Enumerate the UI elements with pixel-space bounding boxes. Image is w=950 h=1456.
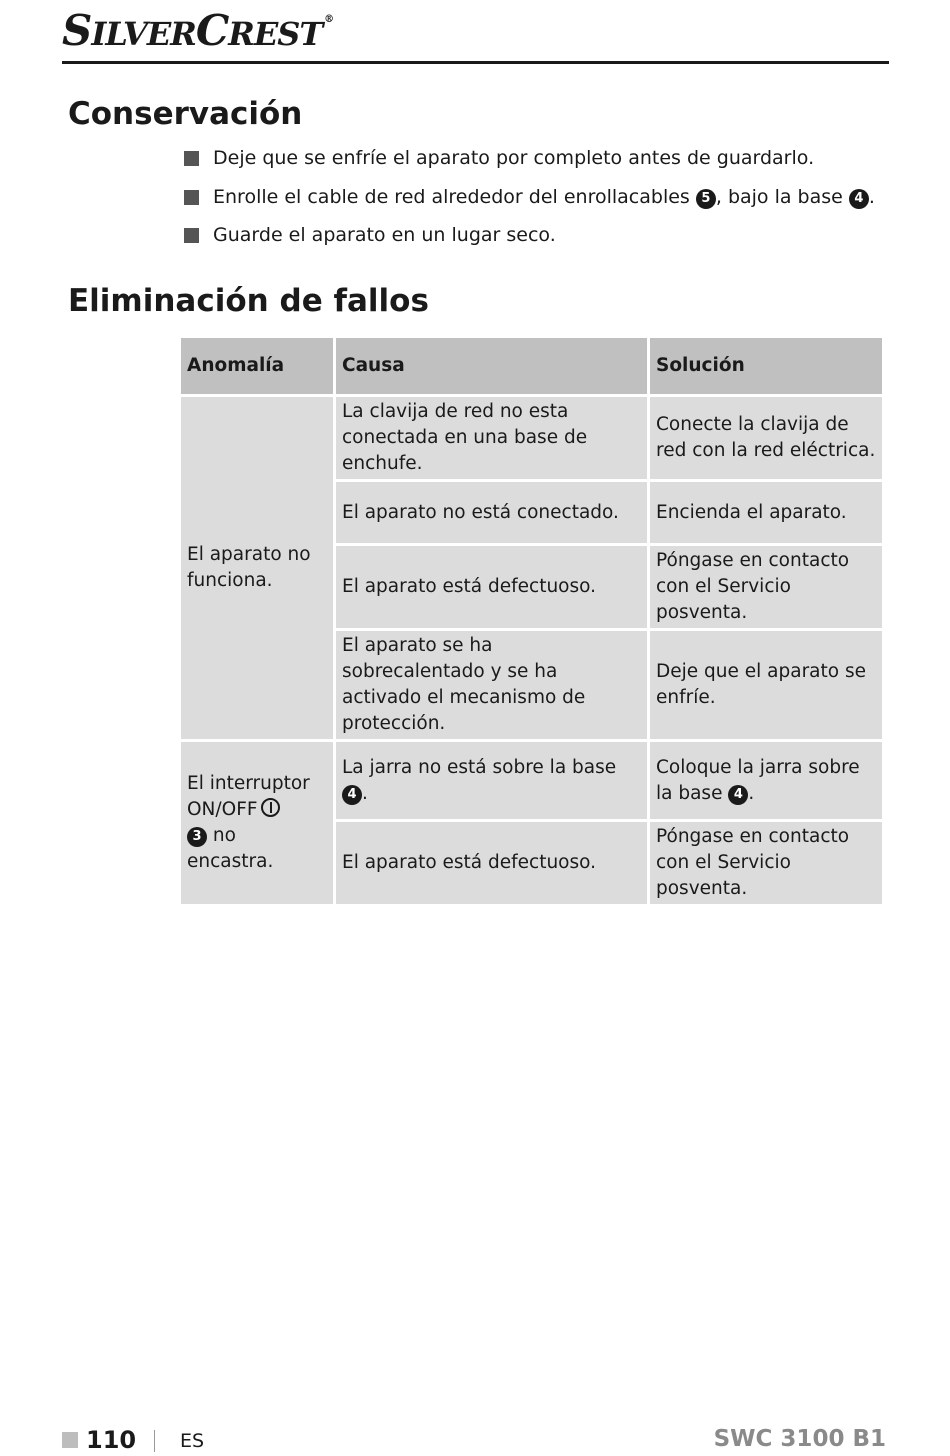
square-bullet-icon — [184, 190, 199, 205]
solution-cell: Póngase en contacto con el Servicio posventa. — [649, 545, 884, 630]
ref-number-badge: 4 — [728, 785, 748, 805]
troubleshooting-heading: Eliminación de fallos — [68, 283, 429, 319]
column-header-cause: Causa — [335, 337, 649, 396]
brand-logo — [62, 6, 333, 55]
column-header-anomaly: Anomalía — [180, 337, 335, 396]
cause-cell: La clavija de red no esta conectada en una base de enchufe. — [335, 396, 649, 481]
power-switch-icon — [261, 798, 280, 817]
cause-cell: El aparato está defectuoso. — [335, 821, 649, 906]
model-number: SWC 3100 B1 — [713, 1426, 886, 1452]
anomaly-cell: El aparato no funciona. — [180, 396, 335, 741]
ref-number-badge: 4 — [342, 785, 362, 805]
solution-cell: Coloque la jarra sobre la base 4 . — [649, 741, 884, 821]
footer-square-icon — [62, 1432, 78, 1448]
cause-cell: La jarra no está sobre la base 4 . — [335, 741, 649, 821]
cause-cell: El aparato se ha sobrecalentado y se ha activado el mecanismo de protección. — [335, 630, 649, 741]
logo-letters-ilver: ILVER — [91, 15, 196, 53]
square-bullet-icon — [184, 228, 199, 243]
ref-number-badge: 4 — [849, 189, 869, 209]
header-rule — [62, 61, 889, 64]
logo-letters-rest: REST — [228, 15, 323, 53]
solution-cell: Póngase en contacto con el Servicio posventa. — [649, 821, 884, 906]
table-header-row — [180, 337, 884, 396]
logo-letter-s: S — [62, 6, 92, 55]
storage-heading: Conservación — [68, 96, 303, 132]
table-row — [180, 741, 884, 821]
column-header-solution: Solución — [649, 337, 884, 396]
troubleshooting-table — [178, 335, 885, 907]
list-item: Guarde el aparato en un lugar seco. — [184, 221, 884, 260]
footer-divider — [154, 1430, 155, 1452]
square-bullet-icon — [184, 151, 199, 166]
solution-cell: Encienda el aparato. — [649, 481, 884, 545]
language-code: ES — [180, 1430, 205, 1452]
list-item: Enrolle el cable de red alrededor del enrollacables 5 , bajo la base 4 . — [184, 183, 884, 222]
page-number: 110 — [86, 1426, 137, 1454]
table-row — [180, 396, 884, 481]
cause-cell: El aparato está defectuoso. — [335, 545, 649, 630]
list-item: Deje que se enfríe el aparato por completo antes de guardarlo. — [184, 144, 884, 183]
registered-mark: ® — [324, 14, 334, 25]
cause-cell: El aparato no está conectado. — [335, 481, 649, 545]
anomaly-cell: El interruptor ON/OFF 3 no encastra. — [180, 741, 335, 906]
ref-number-badge: 3 — [187, 827, 207, 847]
solution-cell: Conecte la clavija de red con la red eléctrica. — [649, 396, 884, 481]
storage-list — [184, 144, 884, 260]
ref-number-badge: 5 — [696, 189, 716, 209]
logo-letter-c: C — [195, 6, 229, 55]
solution-cell: Deje que el aparato se enfríe. — [649, 630, 884, 741]
